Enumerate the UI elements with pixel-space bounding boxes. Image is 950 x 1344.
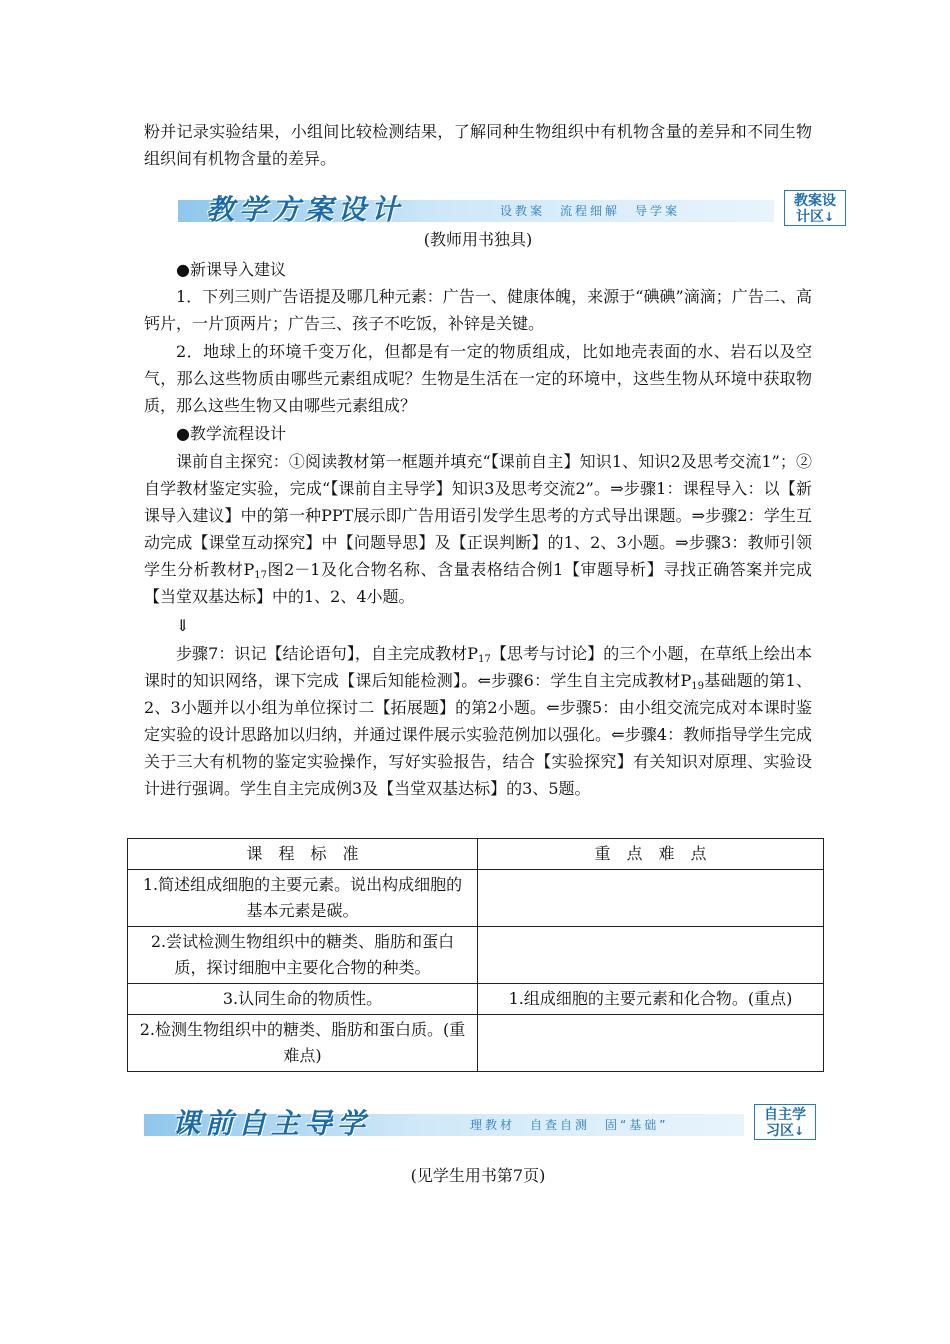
banner-subtitle: 设教案 流程细解 导学案 [500,204,681,218]
down-arrow-icon: ↓ [793,1124,805,1138]
intro-paragraph: 粉并记录实验结果，小组间比较检测结果，了解同种生物组织中有机物含量的差异和不同生物组织间有机物含量的差异。 [144,122,812,168]
badge-line2: 计区 [795,209,824,225]
down-arrow-icon: ↓ [823,210,835,224]
table-row [128,927,824,984]
badge-line2: 习区 [765,1123,794,1139]
table-header-left: 课 程 标 准 [128,839,478,870]
banner-title: 课前自主导学 [172,1107,371,1140]
table-row [128,870,824,927]
banner-subtitle: 理教材 自查自测 固“基础” [470,1118,669,1132]
flow-heading: ●教学流程设计 [176,424,286,443]
new-lesson-heading: ●新课导入建议 [176,260,286,279]
table-row [128,1015,824,1072]
curriculum-table [127,838,824,1072]
table-cell: 1.简述组成细胞的主要元素。说出构成细胞的基本元素是碳。 [128,870,478,927]
teacher-note: (教师用书独具) [423,230,533,249]
banner-badge [754,1104,816,1140]
flow-down-arrow: ⇓ [176,616,190,635]
table-cell: 1.组成细胞的主要元素和化合物。(重点) [478,984,824,1015]
table-cell: 2.尝试检测生物组织中的糖类、脂肪和蛋白质，探讨细胞中主要化合物的种类。 [128,927,478,984]
new-lesson-item-2: 2．地球上的环境千变万化，但都是有一定的物质组成，比如地壳表面的水、岩石以及空气，那么这些物质由哪些元素组成呢？生物是生活在一定的环境中，这些生物从环境中获取物质，那么这些生物又由哪些元素组成？ [144,342,812,415]
table-cell [478,870,824,927]
flow-paragraph-2: 步骤7：识记【结论语句】，自主完成教材$P_{17}$【思考与讨论】的三个小题，在草纸上绘出本课时的知识网络，课下完成【课后知能检测】。⇐步骤6：学生自主完成教材$P_{19}$基础题的第1、2、3小题并以小组为单位探讨二【拓展题】的第2小题。⇐步骤5：由小组交流完成对本课时鉴定实验的设计思路加以归纳，并通过课件展示实验范例加以强化。⇐步骤4：教师指导学生完成关于三大有机物的鉴定实验操作，写好实验报告，结合【实验探究】有关知识对原理、实验设计进行强调。学生自主完成例3及【当堂双基达标】的3、5题。 [144,644,812,798]
table-cell: 2.检测生物组织中的糖类、脂肪和蛋白质。(重难点) [128,1015,478,1072]
table-header-row [128,839,824,870]
badge-line1: 自主学 [764,1107,806,1123]
teaching-plan-banner [178,190,846,226]
banner-title: 教学方案设计 [206,193,405,226]
student-note: (见学生用书第7页) [410,1166,546,1185]
flow-paragraph-1: 课前自主探究：①阅读教材第一框题并填充“【课前自主】知识1、知识2及思考交流1”；②自学教材鉴定实验，完成“【课前自主导学】知识3及思考交流2”。⇒步骤1：课程导入：以【新课导入建议】中的第一种PPT展示即广告用语引发学生思考的方式导出课题。⇒步骤2：学生互动完成【课堂互动探究】中【问题导思】及【正误判断】的1、2、3小题。⇒步骤3：教师引领学生分析教材$P_{17}$图2－1及化合物名称、含量表格结合例1【审题导析】寻找正确答案并完成【当堂双基达标】中的1、2、4小题。 [144,452,812,606]
badge-line1: 教案设 [794,193,836,209]
table-cell [478,927,824,984]
table-cell [478,1015,824,1072]
new-lesson-item-1: 1．下列三则广告语提及哪几种元素：广告一、健康体魄，来源于“碘碘”滴滴；广告二、高钙片，一片顶两片；广告三、孩子不吃饭，补锌是关键。 [144,287,812,333]
banner-badge [784,190,846,226]
table-cell: 3.认同生命的物质性。 [128,984,478,1015]
table-row [128,984,824,1015]
self-study-banner [144,1104,816,1140]
table-header-right: 重 点 难 点 [478,839,824,870]
